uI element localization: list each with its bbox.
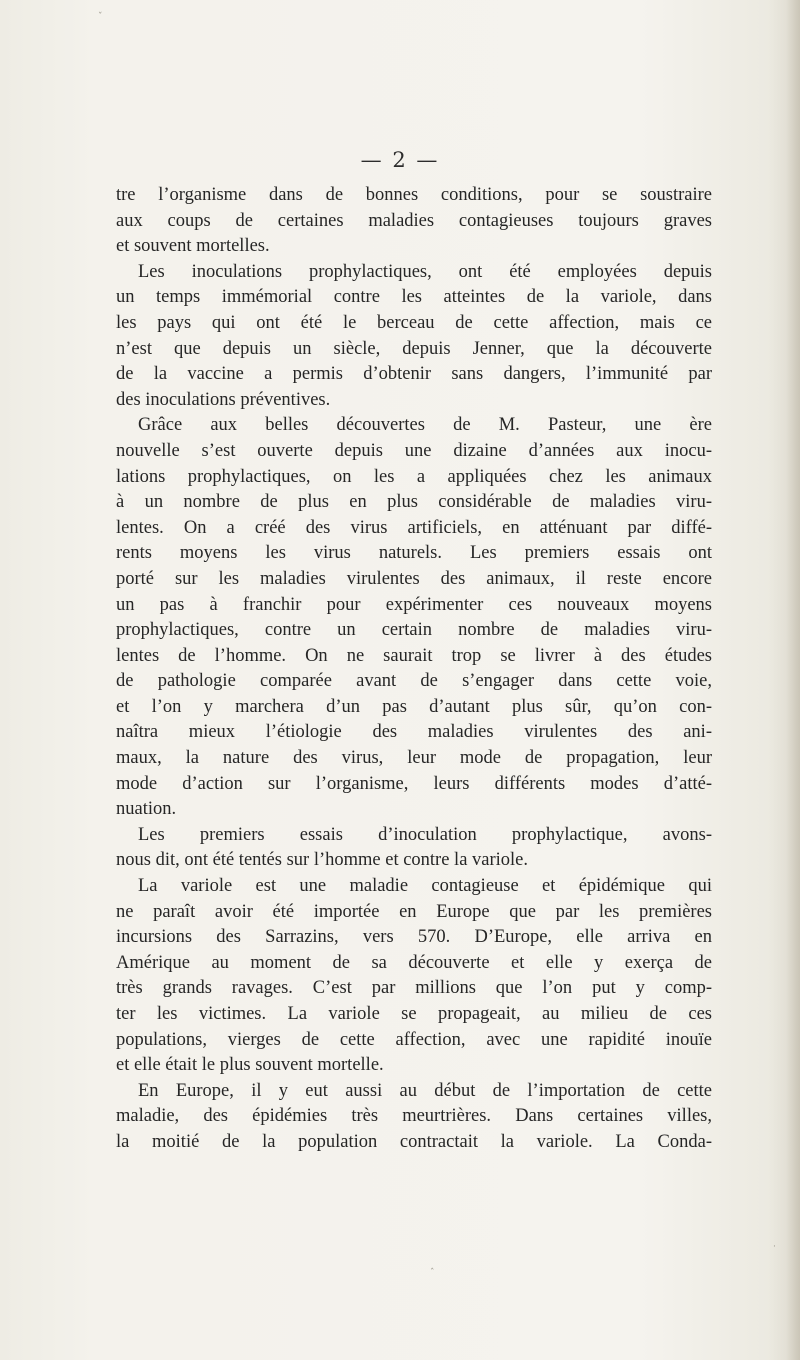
text-line: populations, vierges de cette affection, avec une rapidité inouïe — [116, 1029, 712, 1050]
text-line: nouvelle s’est ouverte depuis une dizaine d’années aux inocu- — [116, 440, 712, 461]
text-line: nous dit, ont été tentés sur l’homme et contre la variole. — [116, 850, 529, 871]
text-line: et l’on y marchera d’un pas d’autant plus sûr, qu’on con- — [116, 696, 712, 717]
text-line: très grands ravages. C’est par millions que l’on put y comp- — [116, 978, 712, 999]
speck-mark: ˇ — [98, 12, 103, 22]
text-line: de pathologie comparée avant de s’engager dans cette voie, — [116, 671, 712, 692]
speck-mark: ˆ — [430, 1268, 435, 1278]
text-line: à un nombre de plus en plus considérable de maladies viru- — [116, 492, 712, 513]
text-line: des inoculations préventives. — [116, 389, 331, 410]
text-line: maux, la nature des virus, leur mode de propagation, leur — [116, 748, 712, 769]
text-line: et elle était le plus souvent mortelle. — [116, 1055, 384, 1076]
text-line: et souvent mortelles. — [116, 236, 270, 257]
text-line: un pas à franchir pour expérimenter ces nouveaux moyens — [116, 594, 712, 615]
text-line: Amérique au moment de sa découverte et elle y exerça de — [116, 952, 712, 973]
text-line: lentes. On a créé des virus artificiels, en atténuant par diffé- — [116, 517, 712, 538]
text-line: nuation. — [116, 799, 177, 820]
text-line: En Europe, il y eut aussi au début de l’importation de cette — [138, 1080, 712, 1101]
text-line: maladie, des épidémies très meurtrières. Dans certaines villes, — [116, 1106, 712, 1127]
text-line: tre l’organisme dans de bonnes conditions, pour se soustraire — [116, 185, 712, 205]
text-line: lations prophylactiques, on les a appliquées chez les animaux — [116, 466, 712, 487]
text-line: prophylactiques, contre un certain nombre de maladies viru- — [116, 620, 712, 641]
page-edge-shadow — [786, 0, 800, 1360]
text-line: mode d’action sur l’organisme, leurs différents modes d’atté- — [116, 773, 712, 794]
page-number: — 2 — — [360, 148, 440, 172]
text-line: Grâce aux belles découvertes de M. Pasteur, une ère — [138, 415, 712, 436]
text-line: naîtra mieux l’étiologie des maladies virulentes des ani- — [116, 722, 712, 743]
text-line: n’est que depuis un siècle, depuis Jenner, que la découverte — [116, 338, 712, 359]
text-line: incursions des Sarrazins, vers 570. D’Europe, elle arriva en — [116, 927, 712, 948]
text-line: lentes de l’homme. On ne saurait trop se livrer à des études — [116, 645, 712, 666]
text-line: porté sur les maladies virulentes des animaux, il reste encore — [116, 568, 712, 589]
text-line: un temps immémorial contre les atteintes de la variole, dans — [116, 287, 712, 308]
text-line: les pays qui ont été le berceau de cette affection, mais ce — [116, 312, 712, 333]
body-text — [116, 183, 712, 1156]
text-line: La variole est une maladie contagieuse et épidémique qui — [138, 876, 712, 897]
text-line: rents moyens les virus naturels. Les premiers essais ont — [116, 543, 712, 564]
text-line: la moitié de la population contractait la variole. La Conda- — [116, 1131, 712, 1152]
text-line: aux coups de certaines maladies contagieuses toujours graves — [116, 210, 712, 231]
text-line: Les premiers essais d’inoculation prophylactique, avons- — [138, 824, 712, 845]
text-line: ne paraît avoir été importée en Europe que par les premières — [116, 901, 712, 922]
text-line: de la vaccine a permis d’obtenir sans dangers, l’immunité par — [116, 364, 712, 385]
text-line: Les inoculations prophylactiques, ont été employées depuis — [138, 261, 712, 282]
text-line: ter les victimes. La variole se propageait, au milieu de ces — [116, 1004, 712, 1024]
speck-mark: · — [773, 1242, 776, 1252]
